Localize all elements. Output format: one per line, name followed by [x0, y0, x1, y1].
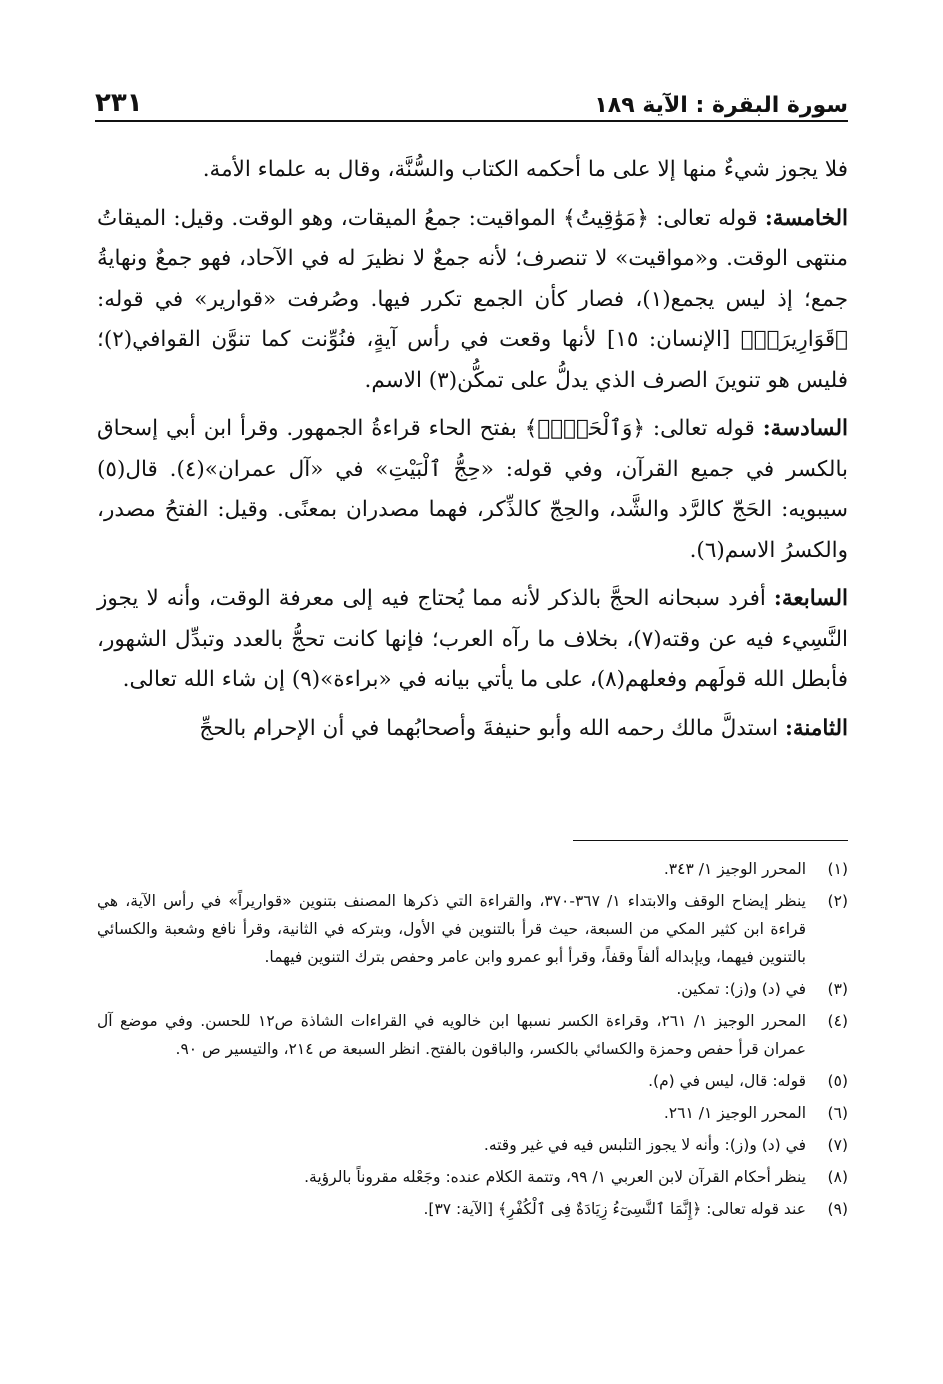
- footnote-text: عند قوله تعالى: ﴿إِنَّمَا ٱلنَّسِىٓءُ زِيَادَةٌ فِى ٱلْكُفْرِ﴾ [الآية: ٣٧].: [423, 1200, 806, 1218]
- section-title-sixth: السادسة:: [762, 416, 848, 441]
- section-title-fifth: الخامسة:: [764, 205, 848, 231]
- footnote-number: (٨): [827, 1168, 848, 1186]
- footnote-number: (٦): [827, 1104, 848, 1122]
- paragraph-fifth: [97, 199, 848, 402]
- footnote-number: (٩): [827, 1200, 848, 1218]
- footnote-text: ينظر إيضاح الوقف والابتداء ١/ ٣٦٧-٣٧٠، والقراءة التي ذكرها المصنف بتنوين «قواريراً» في رأس الآية، هي قراءة ابن كثير المكي من السبعة، حيث قرأ بالتنوين في الأول، وبتركه في الثانية، وقرأ نافع وشعبة والكسائي بالتنوين فيهما، ويإبداله ألفاً وقفاً، وقرأ أبو عمرو وابن عامر وحفص بترك التنوين فيهما.: [97, 892, 806, 966]
- footnote-9: [97, 1195, 848, 1223]
- paragraph-text: قوله تعالى: ﴿مَوَٰقِيتُ﴾ المواقيت: جمعُ الميقات، وهو الوقت. وقيل: الميقاتُ منتهى الوقت. و«مواقيت» لا تنصرف؛ لأنه جمعٌ لا نظيرَ له في الآحاد، فهو جمعٌ ونهايةُ جمع؛ إذ ليس يجمع(١)، فصار كأن الجمع تكرر فيها. وصُرفت «قوارير» في قوله: ﴿قَوَارِيرَا۠﴾ [الإنسان: ١٥] لأنها وقعت في رأس آيةٍ، فنُوِّنت كما تنوَّن القوافي(٢)؛ فليس هو تنوينَ الصرف الذي يدلُّ على تمكُّن(٣) الاسم.: [97, 205, 848, 393]
- footnote-number: (٢): [827, 892, 848, 910]
- footnote-text: قوله: قال، ليس في (م).: [648, 1072, 806, 1090]
- main-text: [97, 150, 848, 757]
- footnote-2: [97, 887, 848, 971]
- paragraph-text: فلا يجوز شيءٌ منها إلا على ما أحكمه الكتاب والسُّنَّة، وقال به علماء الأمة.: [202, 157, 848, 182]
- footnotes: [97, 855, 848, 1227]
- footnote-6: [97, 1099, 848, 1127]
- paragraph-text: أفرد سبحانه الحجَّ بالذكر لأنه مما يُحتاج فيه إلى معرفة الوقت، وأنه لا يجوز النَّسِيء فيه عن وقته(٧)، بخلاف ما رآه العرب؛ فإنها كانت تحجُّ بالعدد وتبدِّل الشهور، فأبطل الله قولَهم وفعلهم(٨)، على ما يأتي بيانه في «براءة»(٩) إن شاء الله تعالى.: [97, 586, 848, 692]
- paragraph-text: استدلَّ مالك رحمه الله وأبو حنيفةَ وأصحابُهما في أن الإحرام بالحجِّ: [199, 715, 779, 741]
- page-header: [95, 78, 848, 118]
- section-title-seventh: السابعة:: [773, 586, 848, 611]
- footnote-number: (٣): [827, 980, 848, 998]
- footnote-number: (٤): [827, 1012, 848, 1030]
- paragraph-eighth: [97, 709, 848, 750]
- page-number: ٢٣١: [95, 88, 143, 118]
- footnote-text: المحرر الوجيز ١/ ٣٤٣.: [663, 860, 806, 878]
- footnote-text: المحرر الوجيز ١/ ٢٦١.: [663, 1104, 806, 1122]
- footnote-8: [97, 1163, 848, 1191]
- footnote-text: المحرر الوجيز ١/ ٢٦١، وقراءة الكسر نسبها ابن خالويه في القراءات الشاذة ص١٢ للحسن. وفي موضع آل عمران قرأ حفص وحمزة والكسائي بالكسر، والباقون بالفتح. انظر السبعة ص ٢١٤، والتيسير ص ٩٠.: [97, 1012, 806, 1058]
- footnote-text: ينظر أحكام القرآن لابن العربي ١/ ٩٩، وتتمة الكلام عنده: وجَعْله مقروناً بالرؤية.: [304, 1168, 806, 1186]
- footnote-number: (١): [827, 860, 848, 878]
- footnote-5: [97, 1067, 848, 1095]
- footnote-number: (٧): [827, 1136, 848, 1154]
- footnote-separator: [573, 840, 848, 841]
- footnote-4: [97, 1007, 848, 1063]
- header-rule: [95, 120, 848, 122]
- footnote-text: في (د) و(ز): تمكين.: [676, 980, 806, 998]
- paragraph-intro: [97, 150, 848, 191]
- footnote-number: (٥): [827, 1072, 848, 1090]
- paragraph-text: قوله تعالى: ﴿وَٱلْحَجِّۗ﴾ بفتح الحاء قراءةُ الجمهور. وقرأ ابن أبي إسحاق بالكسر في جميع القرآن، وفي قوله: «حِجُّ ٱلْبَيْتِ» في «آل عمران»(٤). قال(٥) سيبويه: الحَجّ كالرَّد والشَّد، والحِجّ كالذِّكر، فهما مصدران بمعنًى. وقيل: الفتحُ مصدر، والكسرُ الاسم(٦).: [97, 416, 848, 563]
- footnote-3: [97, 975, 848, 1003]
- paragraph-seventh: [97, 579, 848, 701]
- footnote-1: [97, 855, 848, 883]
- footnote-7: [97, 1131, 848, 1159]
- paragraph-sixth: [97, 409, 848, 571]
- running-head: سورة البقرة : الآية ١٨٩: [594, 93, 848, 118]
- footnote-text: في (د) و(ز): وأنه لا يجوز التلبس فيه في غير وقته.: [483, 1136, 806, 1154]
- section-title-eighth: الثامنة:: [784, 715, 848, 741]
